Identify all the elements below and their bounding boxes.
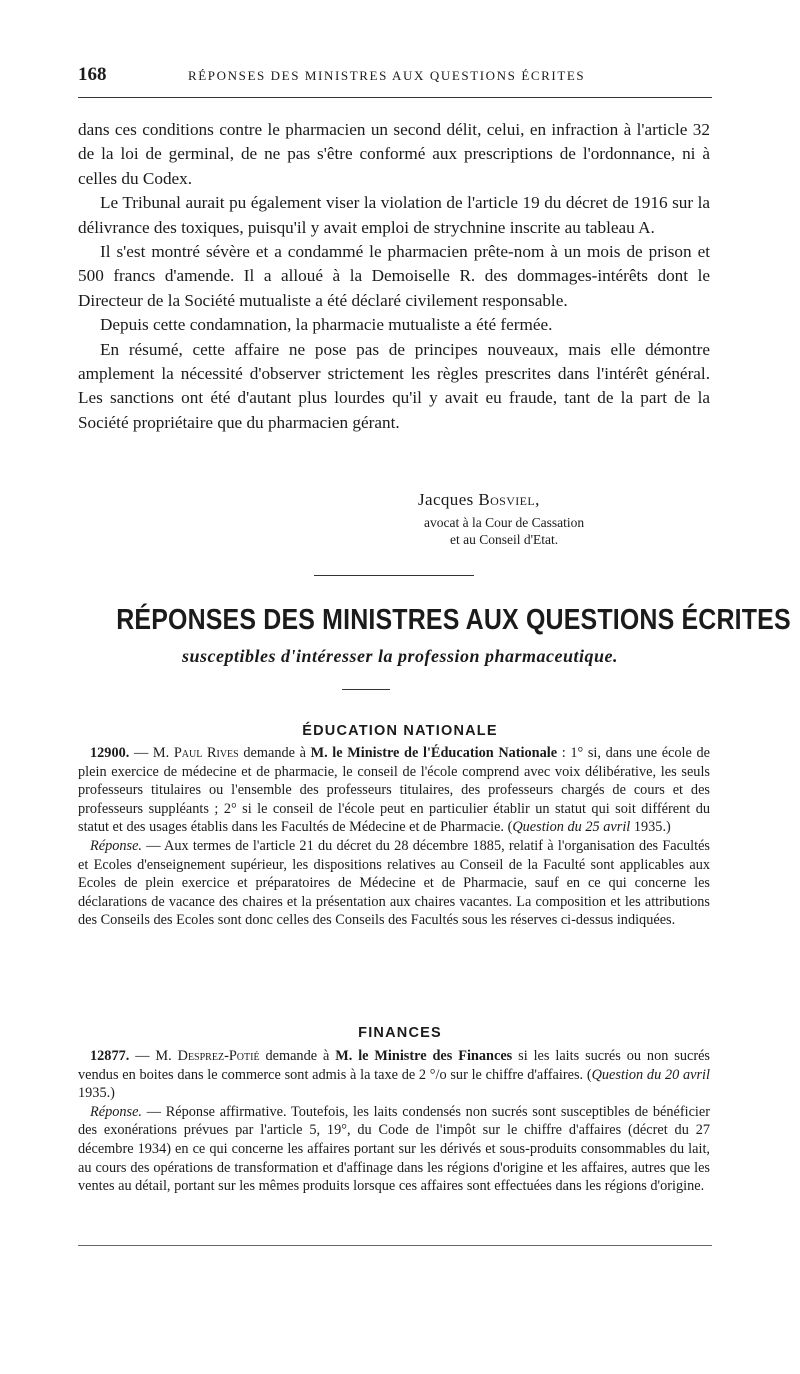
author-title-2: et au Conseil d'Etat. (450, 532, 559, 547)
question-year: 1935.) (78, 1085, 115, 1102)
question-year: 1935.) (630, 819, 671, 836)
answer-12877-text (78, 1103, 710, 1196)
question-number: 12900. (90, 745, 130, 761)
question-body: si les laits sucrés ou non sucrés vendus en boites dans le commerce sont admis à la taxe de 2 °/o sur le chiffre d'affaires. ( (78, 1048, 710, 1083)
short-separator-rule (342, 689, 390, 690)
paragraph-1: dans ces conditions contre le pharmacien un second délit, celui, en infraction à l'article 32 de la loi de germinal, de ne pas s'être conformé aux prescriptions de l'ordonnance, ni à celles du Codex. (78, 120, 710, 188)
answer-body: — Réponse affirmative. Toutefois, les laits condensés non sucrés sont susceptibles de bénéficier des exonérations prévues par l'article 5, 19°, du Code de l'impôt sur le chiffre d'affaires (décret du 27 décembre 1934) en ce qui concerne les affaires portant sur les dérivés et sous-produits consommables du lait, au cours des opérations de transformation et d'affinage dans les régions d'origine et les affaires, autres que les ventes au détail, portant sur les mêmes produits lorsque ces affaires sont effectuées dans les régions d'origine. (78, 1103, 710, 1195)
footer-rule (78, 1245, 712, 1246)
page-number: 168 (78, 64, 107, 85)
question-asker: Paul Rives (173, 745, 239, 761)
answer-body: — Aux termes de l'article 21 du décret du 28 décembre 1885, relatif à l'organisation des Facultés et Ecoles d'enseignement supérieur, les dispositions relatives au Conseil de la Faculté sont applicables aux Ecoles de plein exercice et préparatoires de Médecine et de Pharmacie, sauf en ce qui concerne les déclarations de vacance des chaires et la présentation aux chaires vacantes. La composition et les attributions des Conseils des Ecoles sont donc celles des Conseils des Facultés sous les réserves ci-dessus indiquées. (78, 837, 710, 929)
author-first-name: Jacques (418, 490, 474, 509)
question-minister: M. le Ministre de l'Éducation Nationale (310, 745, 558, 761)
separator-rule (314, 575, 474, 576)
author-title-1: avocat à la Cour de Cassation (424, 515, 585, 530)
answer-label: Réponse. (90, 837, 143, 854)
section-title: RÉPONSES DES MINISTRES AUX QUESTIONS ÉCRITES (116, 604, 791, 636)
question-minister: M. le Ministre des Finances (335, 1048, 513, 1064)
question-dash: — M. (129, 1048, 172, 1064)
question-12900-text (78, 744, 710, 837)
answer-12900-text (78, 837, 710, 930)
heading-finances: FINANCES (358, 1025, 442, 1041)
question-dash: — M. (129, 745, 170, 761)
paragraph-2: Le Tribunal aurait pu également viser la violation de l'article 19 du décret de 1916 sur la délivrance des toxiques, puisqu'il y avait emploi de strychnine inscrite au tableau A. (78, 193, 710, 237)
question-12900 (78, 744, 710, 930)
question-12877-text (78, 1047, 710, 1103)
question-date: Question du 25 avril (512, 819, 631, 836)
section-subtitle: susceptibles d'intéresser la profession pharmaceutique. (181, 646, 618, 666)
paragraph-3: Il s'est montré sévère et a condammé le pharmacien prête-nom à un mois de prison et 500 francs d'amende. Il a alloué à la Demoiselle R. des dommages-intérêts dont le Directeur de la Société mutualiste a été déclaré civilement responsable. (78, 242, 710, 310)
article-body (78, 118, 710, 435)
heading-education-nationale: ÉDUCATION NATIONALE (302, 723, 498, 739)
question-number: 12877. (90, 1048, 130, 1064)
author-name (418, 490, 698, 510)
question-body: : 1° si, dans une école de plein exercice de médecine et de pharmacie, le conseil de l'école comprend avec voix délibérative, les seuls professeurs titulaires ou l'ensemble des professeurs titulaires, des professeurs chargés de cours et des professeurs suppléants ; 2° si le conseil de l'école peut en particulier établir un statut qui soit différent du statut et des usages établis dans les Facultés de Médecine et de Pharmacie. ( (78, 745, 710, 836)
question-asker: Desprez-Potié (177, 1048, 260, 1064)
paragraph-5: En résumé, cette affaire ne pose pas de principes nouveaux, mais elle démontre amplement la nécessité d'observer strictement les règles prescrites dans l'intérêt général. Les sanctions ont été d'autant plus lourdes qu'il y avait eu fraude, tant de la part de la Société propriétaire que du pharmacien gérant. (78, 339, 710, 432)
question-date: Question du 20 avril (591, 1066, 710, 1083)
running-title: RÉPONSES DES MINISTRES AUX QUESTIONS ÉCRITES (188, 68, 586, 83)
question-asks: demande à (259, 1048, 336, 1064)
answer-label: Réponse. (90, 1103, 143, 1120)
question-asks: demande à (238, 745, 311, 761)
header-rule (78, 97, 712, 98)
paragraph-4: Depuis cette condamnation, la pharmacie mutualiste a été fermée. (100, 315, 553, 335)
signature (418, 490, 698, 548)
author-last-name: Bosviel, (478, 490, 540, 509)
page-header (78, 64, 712, 90)
question-12877 (78, 1047, 710, 1196)
